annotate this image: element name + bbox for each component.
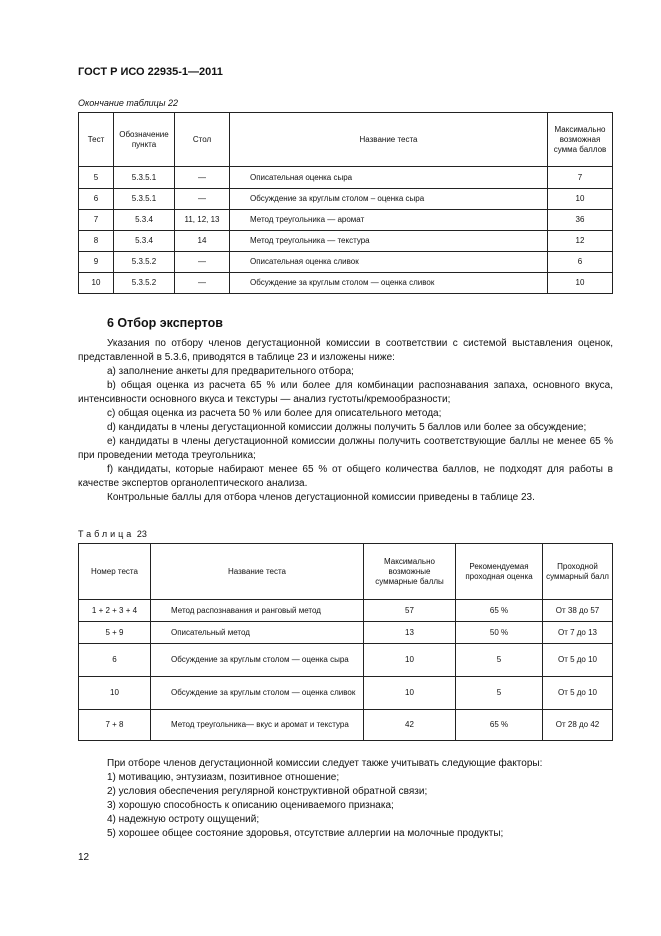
cell: 10 bbox=[79, 677, 151, 710]
list-item: а) заполнение анкеты для предварительного отбора; bbox=[107, 366, 354, 377]
table-row bbox=[79, 189, 613, 210]
factor-item: 5) хорошее общее состояние здоровья, отсутствие аллергии на молочные продукты; bbox=[107, 828, 504, 839]
cell: Обсуждение за круглым столом – оценка сыра bbox=[230, 189, 548, 210]
table-23 bbox=[78, 543, 613, 741]
cell: Описательный метод bbox=[151, 622, 364, 644]
factor-item: 2) условия обеспечения регулярной конструктивной обратной связи; bbox=[107, 786, 428, 797]
cell: Описательная оценка сыра bbox=[230, 167, 548, 189]
cell: — bbox=[175, 167, 230, 189]
table23-caption bbox=[78, 529, 147, 539]
cell: 6 bbox=[548, 252, 613, 273]
control-paragraph: Контрольные баллы для отбора членов дегустационной комиссии приведены в таблице 23. bbox=[107, 492, 535, 503]
cell: 14 bbox=[175, 231, 230, 252]
cell: От 7 до 13 bbox=[543, 622, 613, 644]
cell: 5.3.5.2 bbox=[114, 273, 175, 294]
cell: 5.3.5.2 bbox=[114, 252, 175, 273]
cell: 65 % bbox=[456, 710, 543, 741]
cell: 5 bbox=[456, 644, 543, 677]
col-header-test-number: Номер теста bbox=[79, 544, 151, 600]
factor-item: 1) мотивацию, энтузиазм, позитивное отношение; bbox=[107, 772, 340, 783]
cell: 6 bbox=[79, 644, 151, 677]
cell: Метод треугольника — текстура bbox=[230, 231, 548, 252]
table-row bbox=[79, 644, 613, 677]
cell: 10 bbox=[79, 273, 114, 294]
table-row bbox=[79, 252, 613, 273]
cell: 10 bbox=[548, 189, 613, 210]
cell: Метод треугольника — аромат bbox=[230, 210, 548, 231]
standard-number: ГОСТ Р ИСО 22935-1—2011 bbox=[78, 66, 223, 78]
col-header-max-total: Максимально возможные суммарные баллы bbox=[364, 544, 456, 600]
intro-paragraph: Указания по отбору членов дегустационной комиссии в соответствии с системой выставления оценок, представленной в 5.3.6, приводятся в таблице 23 и изложены ниже: bbox=[78, 338, 613, 363]
cell: От 5 до 10 bbox=[543, 677, 613, 710]
col-header-test-name: Название теста bbox=[151, 544, 364, 600]
cell: 5.3.4 bbox=[114, 210, 175, 231]
cell: 6 bbox=[79, 189, 114, 210]
cell: 11, 12, 13 bbox=[175, 210, 230, 231]
table-row bbox=[79, 677, 613, 710]
cell: 1 + 2 + 3 + 4 bbox=[79, 600, 151, 622]
cell: 36 bbox=[548, 210, 613, 231]
table-row bbox=[79, 231, 613, 252]
cell: 5 + 9 bbox=[79, 622, 151, 644]
cell: 7 + 8 bbox=[79, 710, 151, 741]
factors-intro: При отборе членов дегустационной комиссии следует также учитывать следующие факторы: bbox=[107, 758, 543, 769]
table23-caption-word: Таблица bbox=[78, 529, 135, 539]
cell: 9 bbox=[79, 252, 114, 273]
list-item: c) общая оценка из расчета 50 % или более для описательного метода; bbox=[107, 408, 442, 419]
table-header-row bbox=[79, 113, 613, 167]
col-header-recommended-pass: Рекомендуемая проходная оценка bbox=[456, 544, 543, 600]
cell: 65 % bbox=[456, 600, 543, 622]
page-number: 12 bbox=[78, 852, 90, 863]
list-item: d) кандидаты в члены дегустационной комиссии должны получить 5 баллов или более за обсуждение; bbox=[107, 422, 587, 433]
cell: 5.3.5.1 bbox=[114, 189, 175, 210]
table-row bbox=[79, 210, 613, 231]
list-item: f) кандидаты, которые набирают менее 65 % от общего количества баллов, не подходят для работы в качестве экспертов органолептического анализа. bbox=[78, 464, 613, 489]
cell: 5.3.5.1 bbox=[114, 167, 175, 189]
table-row bbox=[79, 273, 613, 294]
factor-item: 4) надежную остроту ощущений; bbox=[107, 814, 260, 825]
cell: — bbox=[175, 252, 230, 273]
cell: 7 bbox=[548, 167, 613, 189]
cell: 5.3.4 bbox=[114, 231, 175, 252]
table-22 bbox=[78, 112, 613, 294]
cell: 5 bbox=[456, 677, 543, 710]
list-item: b) общая оценка из расчета 65 % или более для комбинации распознавания запаха, основного вкуса, интенсивности основного вкуса и текстуры — анализ густоты/кремообразности; bbox=[78, 380, 613, 405]
factors-text bbox=[78, 757, 613, 841]
col-header-pass-total: Проходной суммарный балл bbox=[543, 544, 613, 600]
cell: От 28 до 42 bbox=[543, 710, 613, 741]
col-header-table: Стол bbox=[175, 113, 230, 167]
cell: 7 bbox=[79, 210, 114, 231]
table-row bbox=[79, 622, 613, 644]
cell: 5 bbox=[79, 167, 114, 189]
cell: Обсуждение за круглым столом — оценка сыра bbox=[151, 644, 364, 677]
table-row bbox=[79, 710, 613, 741]
cell: 12 bbox=[548, 231, 613, 252]
col-header-test: Тест bbox=[79, 113, 114, 167]
cell: 42 bbox=[364, 710, 456, 741]
list-item: е) кандидаты в члены дегустационной комиссии должны получить соответствующие баллы не менее 65 % при проведении метода треугольника; bbox=[78, 436, 613, 461]
cell: 50 % bbox=[456, 622, 543, 644]
table-row bbox=[79, 167, 613, 189]
col-header-test-name: Название теста bbox=[230, 113, 548, 167]
section-title: 6 Отбор экспертов bbox=[107, 316, 223, 330]
cell: Метод треугольника— вкус и аромат и текстура bbox=[151, 710, 364, 741]
cell: 8 bbox=[79, 231, 114, 252]
cell: От 38 до 57 bbox=[543, 600, 613, 622]
cell: 10 bbox=[548, 273, 613, 294]
cell: 13 bbox=[364, 622, 456, 644]
cell: 10 bbox=[364, 677, 456, 710]
cell: Метод распознавания и ранговый метод bbox=[151, 600, 364, 622]
cell: — bbox=[175, 189, 230, 210]
factor-item: 3) хорошую способность к описанию оцениваемого признака; bbox=[107, 800, 394, 811]
col-header-clause: Обозначение пункта bbox=[114, 113, 175, 167]
table23-caption-number: 23 bbox=[136, 529, 147, 539]
cell: 10 bbox=[364, 644, 456, 677]
cell: — bbox=[175, 273, 230, 294]
table22-caption: Окончание таблицы 22 bbox=[78, 98, 178, 108]
cell: От 5 до 10 bbox=[543, 644, 613, 677]
cell: Обсуждение за круглым столом — оценка сливок bbox=[151, 677, 364, 710]
cell: 57 bbox=[364, 600, 456, 622]
cell: Обсуждение за круглым столом — оценка сливок bbox=[230, 273, 548, 294]
col-header-max-score: Максимально возможная сумма баллов bbox=[548, 113, 613, 167]
body-text bbox=[78, 337, 613, 505]
cell: Описательная оценка сливок bbox=[230, 252, 548, 273]
table-header-row bbox=[79, 544, 613, 600]
table-row bbox=[79, 600, 613, 622]
